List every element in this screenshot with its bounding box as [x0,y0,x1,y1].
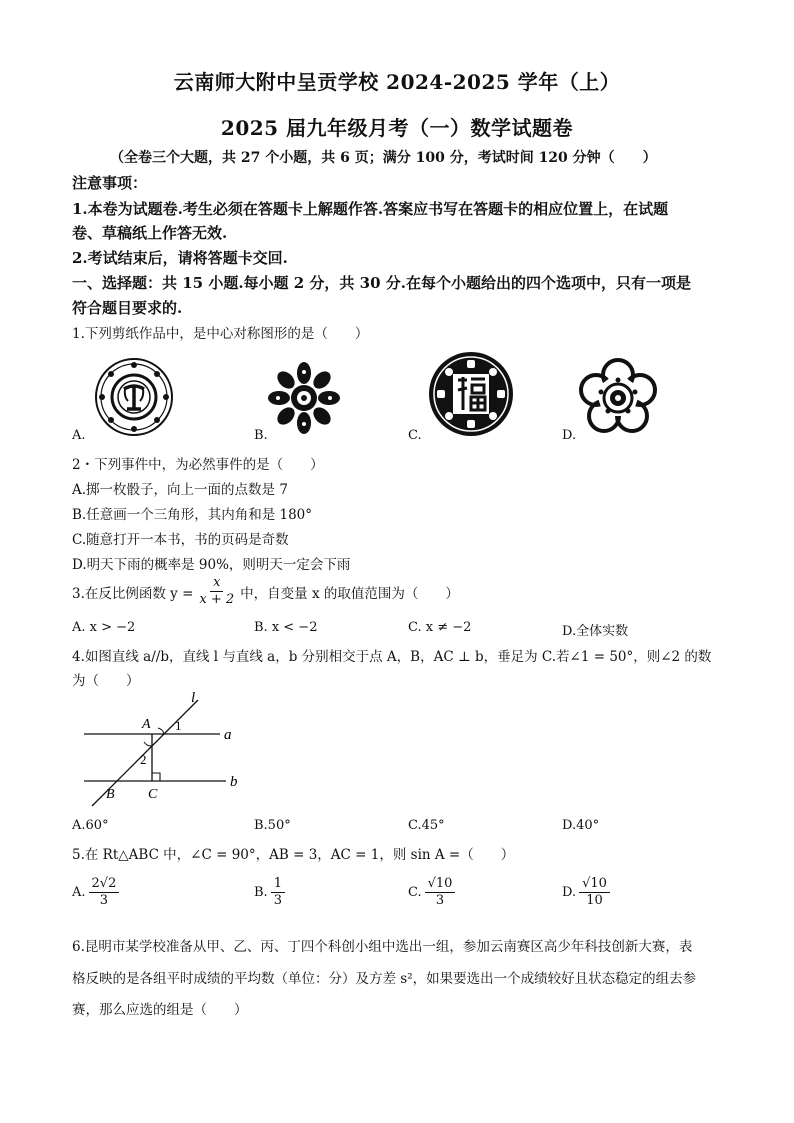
q2-option-b[interactable]: B.任意画一个三角形，其内角和是 180° [72,507,313,523]
q4-option-a[interactable]: A.60° [72,818,109,833]
q4-stem-line1: 4.如图直线 a//b，直线 l 与直线 a，b 分别相交于点 A，B，AC ⊥ b，垂足为 C.若∠1 = 50°，则∠2 的数 [72,649,712,665]
q5-option-a-label: A. [72,885,86,900]
section1-line1: 一、选择题：共 15 小题.每小题 2 分，共 30 分.在每个小题给出的四个选项中，只有一项是 [72,274,691,292]
q3-option-d[interactable]: D.全体实数 [562,624,629,639]
q5-option-c-numerator: √10 [425,876,456,893]
q4-option-d[interactable]: D.40° [562,818,600,833]
q1-option-c[interactable]: C. [408,428,422,443]
q3-option-a[interactable]: A. x > −2 [72,620,136,635]
q2-option-d[interactable]: D.明天下雨的概率是 90%，则明天一定会下雨 [72,557,351,573]
q4-option-b[interactable]: B.50° [254,818,291,833]
label-point-a: A [142,717,151,732]
q2-option-a[interactable]: A.掷一枚骰子，向上一面的点数是 7 [72,482,288,498]
section1-line2: 符合题目要求的. [72,299,183,317]
notes-heading: 注意事项： [72,174,148,192]
papercut-flower-figure [266,360,342,436]
label-point-c: C [148,787,158,802]
q5-option-b[interactable] [254,876,288,909]
q5-option-a-denominator: 3 [99,893,109,908]
q5-option-b-denominator: 3 [273,893,282,908]
label-angle-2: 2 [140,752,147,767]
exam-subtitle: （全卷三个大题，共 27 个小题，共 6 页；满分 100 分，考试时间 120 分钟（ ） [110,150,657,166]
q1-stem: 1.下列剪纸作品中，是中心对称图形的是（ ） [72,326,369,342]
q3-option-c[interactable]: C. x ≠ −2 [408,620,472,635]
parallel-lines-figure [78,692,248,810]
q6-line1: 6.昆明市某学校准备从甲、乙、丙、丁四个科创小组中选出一组，参加云南赛区高少年科技创新大赛，表 [72,939,693,955]
papercut-wheel-figure [94,357,174,437]
q5-stem: 5.在 Rt△ABC 中，∠C = 90°，AB = 3，AC = 1，则 sin A =（ ） [72,847,515,863]
papercut-plum-blossom-figure [578,358,658,436]
q5-option-c-denominator: 3 [435,893,445,908]
q5-option-d-denominator: 10 [586,893,603,908]
papercut-fu-seal-figure [427,350,515,438]
q3-option-b[interactable]: B. x < −2 [254,620,318,635]
q3-stem-pre: 3.在反比例函数 y = [72,585,194,602]
label-line-l: l [191,692,196,706]
q5-option-a[interactable] [72,876,122,909]
q5-option-b-numerator: 1 [271,876,285,893]
q5-option-d-label: D. [562,885,577,900]
q5-option-a-fraction [89,876,120,909]
exam-title-line1: 云南师大附中呈贡学校 2024-2025 学年（上） [173,70,621,94]
q2-option-c[interactable]: C.随意打开一本书，书的页码是奇数 [72,532,289,548]
label-line-b: b [230,774,238,790]
notes-item2: 2.考试结束后，请将答题卡交回. [72,249,288,267]
q5-option-c-label: C. [408,885,422,900]
q3-stem-post: 中，自变量 x 的取值范围为（ ） [240,585,459,602]
q3-fraction [196,575,237,608]
q5-option-a-numerator: 2√2 [89,876,120,893]
notes-item1-line1: 1.本卷为试题卷.考生必须在答题卡上解题作答.答案应书写在答题卡的相应位置上，在试题 [72,200,669,218]
label-point-b: B [106,787,115,802]
label-line-a: a [224,727,232,743]
q1-option-a[interactable]: A. [72,428,86,443]
q5-option-d-fraction [579,876,610,909]
q5-option-d-numerator: √10 [579,876,610,893]
q3-stem [72,575,459,608]
notes-item1-line2: 卷、草稿纸上作答无效. [72,224,228,242]
q6-line2: 格反映的是各组平时成绩的平均数（单位：分）及方差 s²，如果要选出一个成绩较好且状态稳定的组去参 [72,971,697,987]
q5-option-b-label: B. [254,885,268,900]
q4-option-c[interactable]: C.45° [408,818,445,833]
q5-option-d[interactable] [562,876,613,909]
q4-stem-line2: 为（ ） [72,673,140,689]
q1-option-d[interactable]: D. [562,428,577,443]
q5-option-b-fraction [271,876,285,909]
q5-option-c-fraction [425,876,456,909]
q3-fraction-denominator: x + 2 [199,592,235,607]
q1-option-b[interactable]: B. [254,428,268,443]
q5-option-c[interactable] [408,876,458,909]
q2-stem: 2・下列事件中，为必然事件的是（ ） [72,457,324,473]
exam-title-line2: 2025 届九年级月考（一）数学试题卷 [220,116,574,140]
label-angle-1: 1 [175,718,182,733]
q3-fraction-numerator: x [210,575,223,592]
q6-line3: 赛，那么应选的组是（ ） [72,1002,248,1018]
